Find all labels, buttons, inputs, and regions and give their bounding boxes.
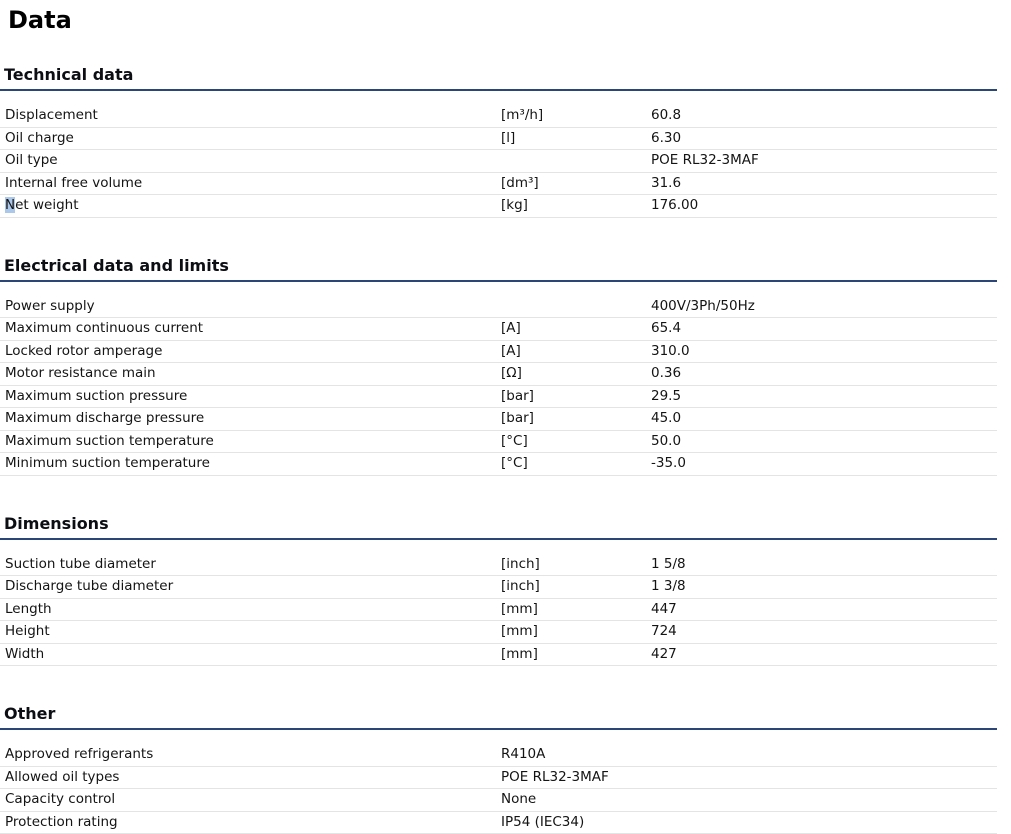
row-value: 31.6 <box>651 174 682 191</box>
table-row <box>0 812 997 834</box>
table-row <box>0 744 997 767</box>
row-label: Net weight <box>5 197 79 214</box>
row-label: Maximum suction temperature <box>5 432 214 449</box>
table-row <box>0 150 997 173</box>
data-table <box>0 296 1011 476</box>
row-label: Oil charge <box>5 129 74 146</box>
row-unit: [A] <box>501 320 521 337</box>
table-row <box>0 386 997 409</box>
row-unit: [mm] <box>501 623 538 640</box>
row-unit: [bar] <box>501 410 534 427</box>
table-row <box>0 173 997 196</box>
row-label: Length <box>5 600 52 617</box>
page-title: Data <box>8 6 72 34</box>
row-label: Minimum suction temperature <box>5 455 210 472</box>
table-row <box>0 767 997 790</box>
row-value: POE RL32-3MAF <box>501 768 609 785</box>
table-row <box>0 363 997 386</box>
row-label: Motor resistance main <box>5 365 156 382</box>
row-value: 310.0 <box>651 342 690 359</box>
table-row <box>0 408 997 431</box>
table-row <box>0 576 997 599</box>
row-label: Maximum discharge pressure <box>5 410 205 427</box>
row-label: Width <box>5 645 45 662</box>
row-label: Discharge tube diameter <box>5 578 174 595</box>
row-label: Capacity control <box>5 791 116 808</box>
data-table <box>0 554 1011 667</box>
section-title: Technical data <box>0 65 997 91</box>
row-value: 65.4 <box>651 320 682 337</box>
row-label: Maximum suction pressure <box>5 387 188 404</box>
section-title: Electrical data and limits <box>0 256 997 282</box>
row-value: 427 <box>651 645 677 662</box>
section-electrical-data-and-limits <box>0 256 1011 476</box>
row-value: 29.5 <box>651 387 682 404</box>
row-unit: [inch] <box>501 555 540 572</box>
table-row <box>0 621 997 644</box>
row-value: 447 <box>651 600 677 617</box>
row-unit: [Ω] <box>501 365 522 382</box>
table-row <box>0 644 997 667</box>
table-row <box>0 195 997 218</box>
row-label: Approved refrigerants <box>5 746 154 763</box>
row-unit: [°C] <box>501 455 528 472</box>
data-table <box>0 744 1011 834</box>
table-row <box>0 431 997 454</box>
row-value: -35.0 <box>651 455 686 472</box>
row-value: 50.0 <box>651 432 682 449</box>
table-row <box>0 128 997 151</box>
row-value: 176.00 <box>651 197 699 214</box>
table-row <box>0 453 997 476</box>
table-row <box>0 789 997 812</box>
row-unit: [A] <box>501 342 521 359</box>
table-row <box>0 318 997 341</box>
row-value: 0.36 <box>651 365 682 382</box>
row-value: POE RL32-3MAF <box>651 152 759 169</box>
row-unit: [dm³] <box>501 174 539 191</box>
row-unit: [bar] <box>501 387 534 404</box>
row-label: Oil type <box>5 152 58 169</box>
row-value: None <box>501 791 537 808</box>
row-value: 1 3/8 <box>651 578 686 595</box>
row-label: Displacement <box>5 107 98 124</box>
data-table <box>0 105 1011 218</box>
row-label: Allowed oil types <box>5 768 120 785</box>
section-title: Other <box>0 704 997 730</box>
section-title: Dimensions <box>0 514 997 540</box>
row-label: Protection rating <box>5 813 118 830</box>
section-dimensions <box>0 514 1011 667</box>
row-value: R410A <box>501 746 546 763</box>
row-unit: [kg] <box>501 197 528 214</box>
row-unit: [mm] <box>501 600 538 617</box>
table-row <box>0 341 997 364</box>
row-unit: [mm] <box>501 645 538 662</box>
row-label: Power supply <box>5 297 95 314</box>
row-unit: [m³/h] <box>501 107 544 124</box>
section-other <box>0 704 1011 834</box>
row-value: 400V/3Ph/50Hz <box>651 297 755 314</box>
section-technical-data <box>0 65 1011 218</box>
table-row <box>0 554 997 577</box>
row-value: 45.0 <box>651 410 682 427</box>
row-label: Suction tube diameter <box>5 555 156 572</box>
row-label: Height <box>5 623 50 640</box>
table-row <box>0 296 997 319</box>
row-value: 6.30 <box>651 129 682 146</box>
row-unit: [l] <box>501 129 516 146</box>
row-value: 724 <box>651 623 677 640</box>
sections-container <box>0 65 1011 834</box>
row-unit: [inch] <box>501 578 540 595</box>
row-label: Internal free volume <box>5 174 143 191</box>
table-row <box>0 599 997 622</box>
row-value: 60.8 <box>651 107 682 124</box>
row-label: Locked rotor amperage <box>5 342 163 359</box>
row-value: IP54 (IEC34) <box>501 813 585 830</box>
row-unit: [°C] <box>501 432 528 449</box>
text-selection-highlight: N <box>5 197 16 214</box>
row-value: 1 5/8 <box>651 555 686 572</box>
table-row <box>0 105 997 128</box>
row-label: Maximum continuous current <box>5 320 204 337</box>
